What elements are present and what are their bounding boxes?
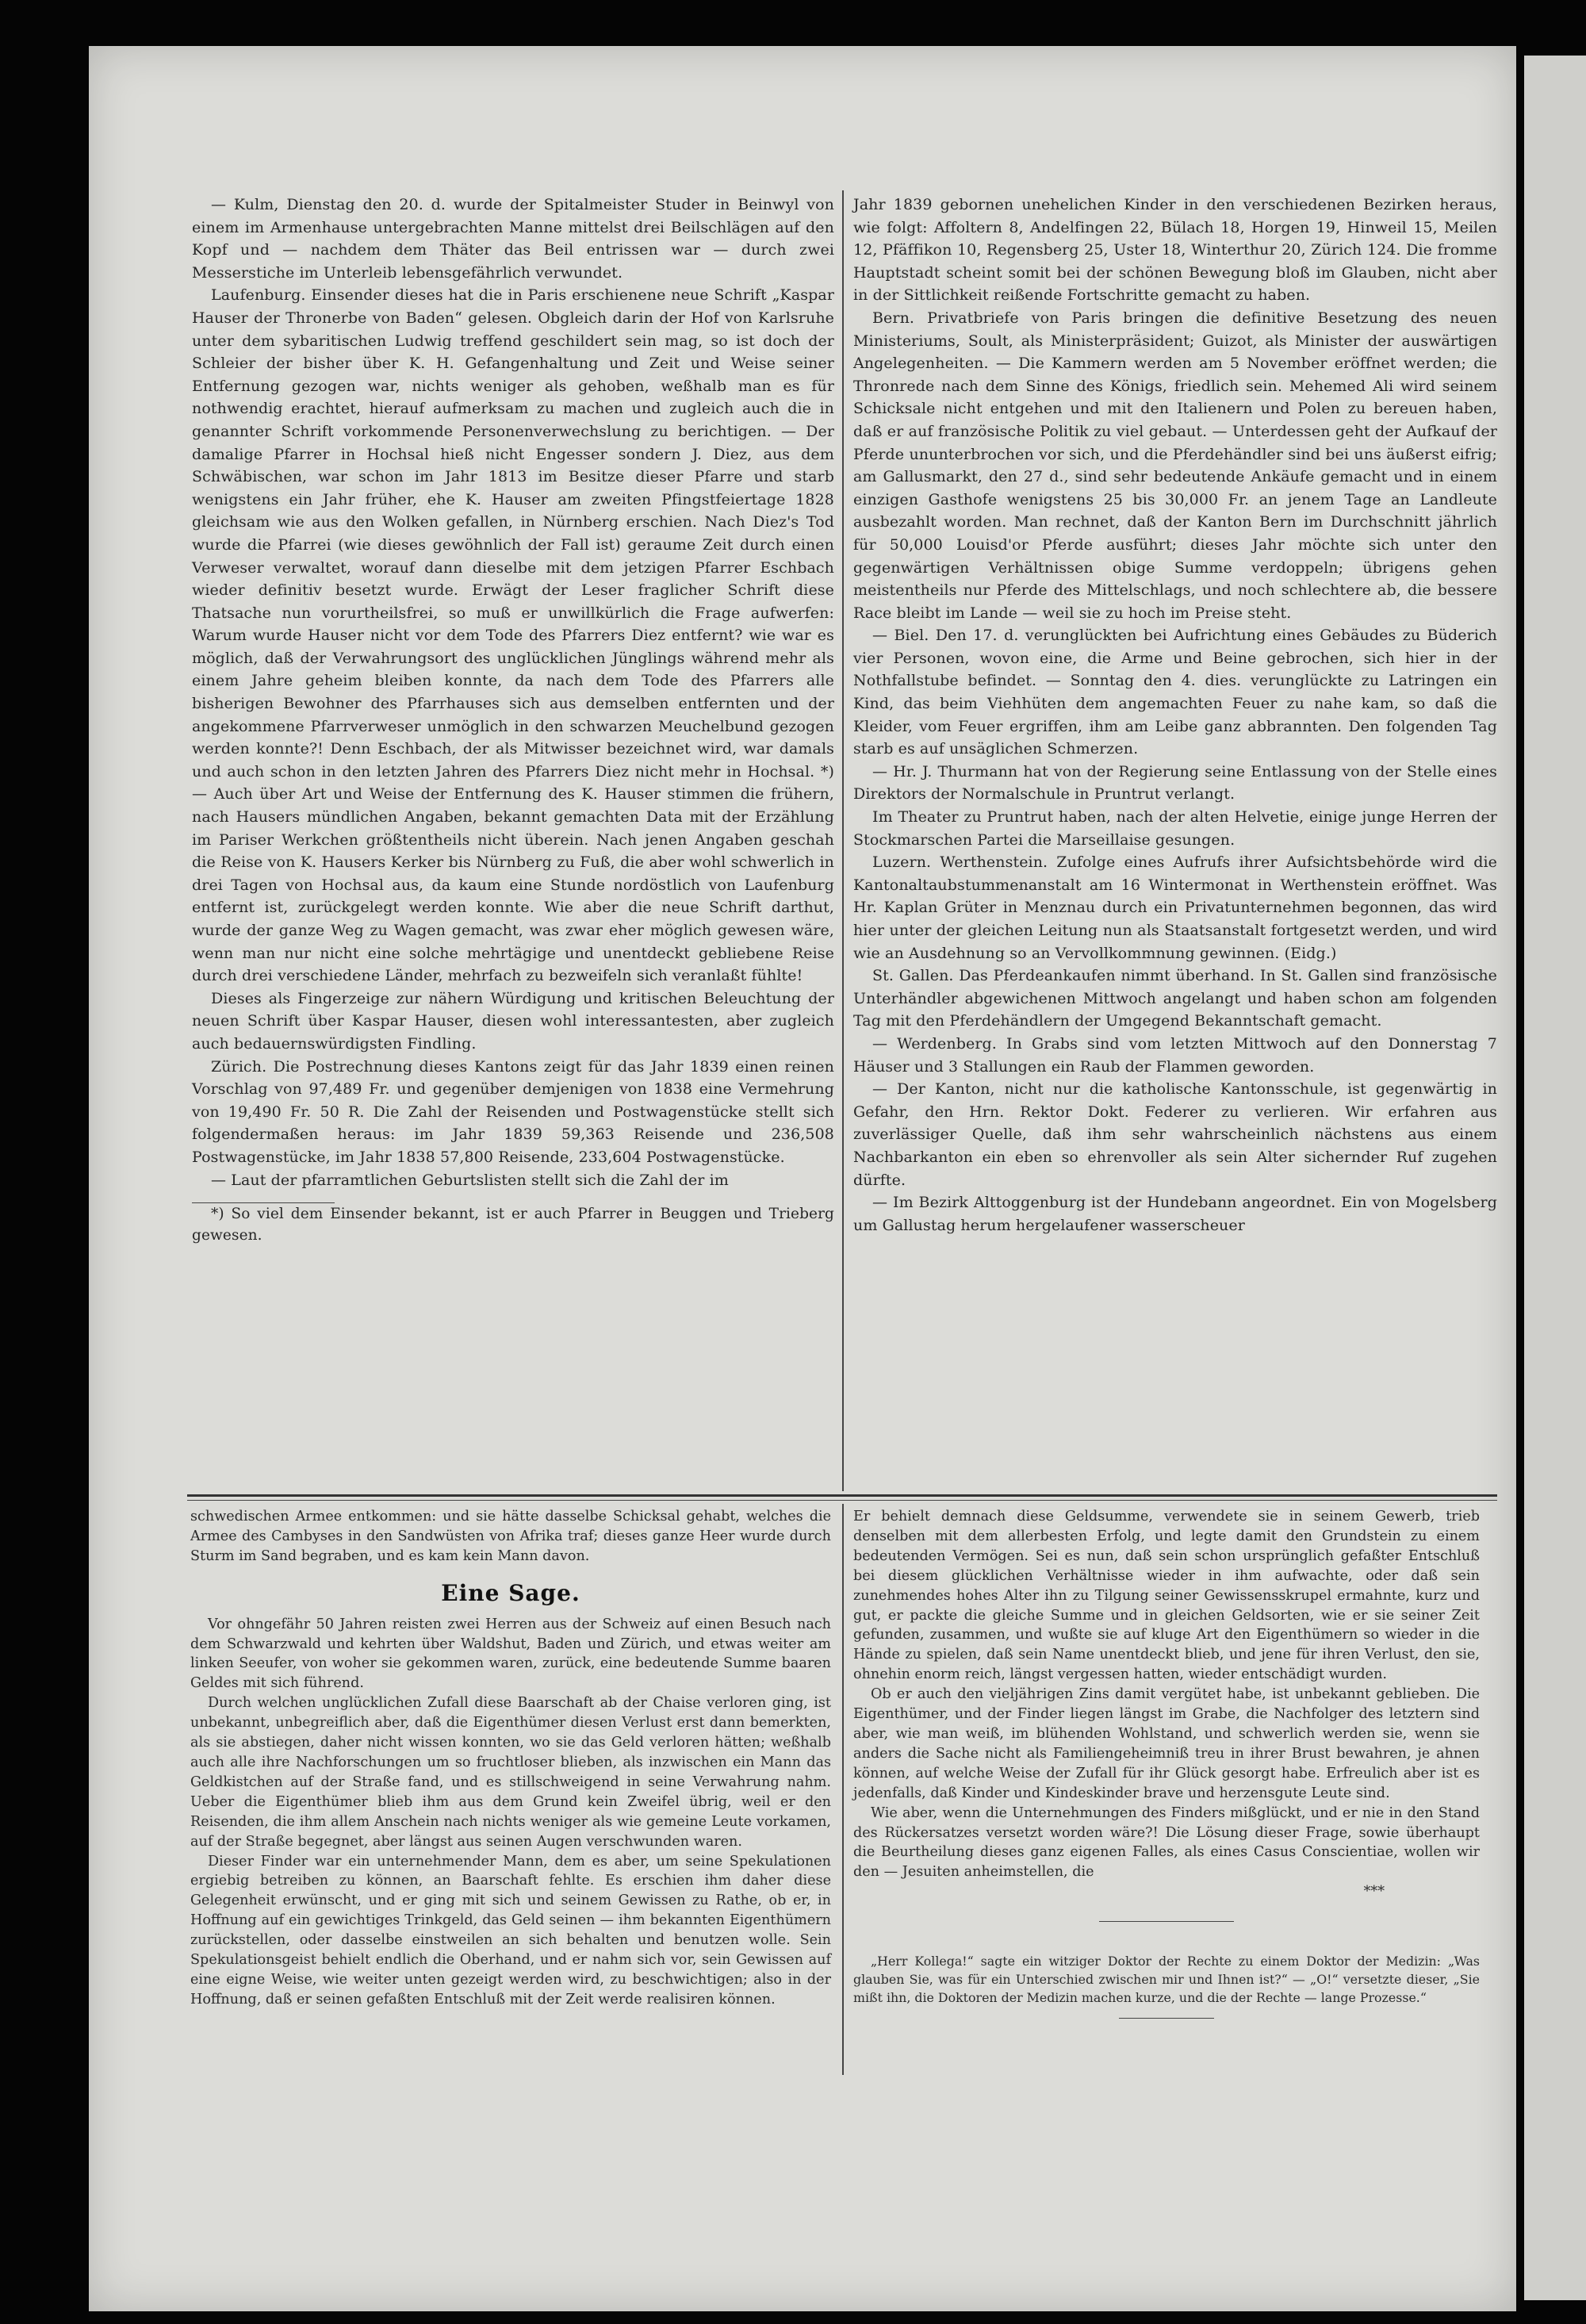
joke-text: „Herr Kollega!“ sagte ein witziger Doktor der Rechte zu einem Doktor der Medizin: „Was glauben Sie, was für ein Unterschied zwischen mir und Ihnen ist?“ — „O!“ versetzte dieser, „Sie mißt ihn, die Doktoren der Medizin machen kurze, und die der Rechte — lange Prozesse.“	[853, 1954, 1480, 2006]
article-st-gallen: St. Gallen. Das Pferdeankaufen nimmt überhand. In St. Gallen sind französische Unterhändler abgewichenen Mittwoch angelangt und haben schon am folgenden Tag mit den Pferdehändlern der Umgegend Bekanntschaft gemacht.	[853, 967, 1497, 1030]
story-paragraph-1: Vor ohngefähr 50 Jahren reisten zwei Herren aus der Schweiz auf einen Besuch nach dem Schwarzwald und kehrten über Waldshut, Baden und Zürich, und etwas weiter am linken Seeufer, von woher sie gekommen waren, zurück, eine bedeutende Summe baaren Geldes mit sich führend.	[190, 1616, 831, 1692]
article-kulm: — Kulm, Dienstag den 20. d. wurde der Spitalmeister Studer in Beinwyl von einem im Armenhause untergebrachten Manne mittelst drei Beilschlägen auf den Kopf und — nachdem dem Thäter das Beil entrissen war — durch zwei Messerstiche im Unterleib lebensgefährlich verwundet.	[192, 196, 834, 282]
feuilleton-intro: schwedischen Armee entkommen: und sie hätte dasselbe Schicksal gehabt, welches die Armee des Cambyses in den Sandwüsten von Afrika traf; dieses ganze Heer wurde durch Sturm im Sand begraben, und es kam kein Mann davon.	[190, 1509, 831, 1564]
feuilleton-rule-thin	[187, 1500, 1497, 1501]
article-pruntrut: Im Theater zu Pruntrut haben, nach der alten Helvetie, einige junge Herren der Stockmarschen Partei die Marseillaise gesungen.	[853, 808, 1497, 849]
article-werdenberg: — Werdenberg. In Grabs sind vom letzten Mittwoch auf den Donnerstag 7 Häuser und 3 Stallungen ein Raub der Flammen geworden.	[853, 1034, 1497, 1076]
feuilleton-rule	[187, 1494, 1497, 1497]
story-paragraph-3: Dieser Finder war ein unternehmender Mann, dem es aber, um seine Spekulationen ergiebig betreiben zu können, an Baarschaft fehlte. Es erschien ihm daher diese Gelegenheit erwünscht, und er ging mit sich und seinem Gewissen zu Rathe, ob er, in Hoffnung auf ein gewichtiges Trinkgeld, das Geld seinen — ihm bekannten Eigenthümern zurückstellen, oder dasselbe einstweilen an sich behalten und benutzen wolle. Sein Spekulationsgeist behielt endlich die Oberhand, und er nahm sich vor, sein Gewissen auf eine eigne Weise, wie weiter unten gezeigt werden wird, zu beschwichtigen; also in der Hoffnung, daß er seinen gefaßten Entschluß mit der Zeit werde realisiren können.	[190, 1853, 831, 2008]
footnote: *) So viel dem Einsender bekannt, ist er auch Pfarrer in Beuggen und Trieberg gewesen.	[192, 1206, 834, 1244]
column-left	[192, 194, 834, 1246]
joke-end-divider	[1119, 2018, 1214, 2019]
column-rule-top	[842, 190, 844, 1491]
story-paragraph-4: Er behielt demnach diese Geldsumme, verwendete sie in seinem Gewerb, trieb denselben mit dem allerbesten Erfolg, und legte damit den Grundstein zu einem bedeutenden Vermögen. Sei es nun, daß sein schon ursprünglich gefaßter Entschluß bei diesem glücklichen Verhältnisse wieder in ihm aufwachte, oder daß sein zunehmendes hohes Alter ihn zu Tilgung seiner Gewissensskrupel ermahnte, kurz und gut, er packte die gleiche Summe und in gleichen Geldsorten, wie er sie seiner Zeit gefunden, zusammen, und wußte sie auf kluge Art den Eigenthümern so wieder in die Hände zu spielen, daß sein Name unentdeckt blieb, und jene für ihren Verlust, den sie, ohnehin enorm reich, längst vergessen hatten, wieder entschädigt wurden.	[853, 1509, 1480, 1683]
feuilleton-left	[190, 1507, 831, 2010]
footnote-divider	[192, 1202, 335, 1203]
article-luzern: Luzern. Werthenstein. Zufolge eines Aufrufs ihrer Aufsichtsbehörde wird die Kantonaltaubstummenanstalt am 16 Wintermonat in Werthenstein eröffnet. Was Hr. Kaplan Grüter in Menznau durch ein Privatunternehmen begonnen, das wird hier unter der gleichen Leitung nun als Staatsanstalt fortgesetzt werden, und wird wie an Ausdehnung so an Vervollkommnung gewinnen. (Eidg.)	[853, 853, 1497, 962]
article-bern: Bern. Privatbriefe von Paris bringen die definitive Besetzung des neuen Ministeriums, Soult, als Ministerpräsident; Guizot, als Minister der auswärtigen Angelegenheiten. — Die Kammern werden am 5 November eröffnet werden; die Thronrede nach dem Sinne des Königs, friedlich sein. Mehemed Ali wird seinem Schicksale nicht entgehen und mit den Italienern und Polen zu bereuen haben, daß er auf französische Politik zu viel gebaut. — Unterdessen geht der Aufkauf der Pferde ununterbrochen vor sich, und die Pferdehändler sind bei uns äußerst eifrig; am Gallusmarkt, den 27 d., sind sehr bedeutende Ankäufe gemacht und in einem einzigen Gasthofe wenigstens 25 bis 30,000 Fr. an jenem Tage an Landleute ausbezahlt worden. Man rechnet, daß der Kanton Bern im Durchschnitt jährlich für 50,000 Louisd'or Pferde ausführt; dieses Jahr möchte sich unter den gegenwärtigen Verhältnissen obige Summe verdoppeln; übrigens gehen meistentheils nur Pferde des Mittelschlags, und noch schlechtere ab, die bessere Race bleibt im Lande — weil sie zu hoch im Preise steht.	[853, 309, 1497, 622]
story-paragraph-5: Ob er auch den vieljährigen Zins damit vergütet habe, ist unbekannt geblieben. Die Eigenthümer, und der Finder liegen längst im Grabe, die Nachfolger des letztern sind aber, wie man weiß, im blühenden Wohlstand, und schwerlich werden sie, wenn sie anders die Sache nicht als Familiengeheimniß treu in ihrer Brust bewahren, je ahnen können, auf welche Weise der Zufall für ihr Glück gesorgt habe. Erfreulich aber ist es jedenfalls, daß Kinder und Kindeskinder brave und herzensgute Leute sind.	[853, 1686, 1480, 1801]
joke	[853, 1952, 1480, 2007]
article-thurmann: — Hr. J. Thurmann hat von der Regierung seine Entlassung von der Stelle eines Direktors der Normalschule in Pruntrut verlangt.	[853, 762, 1497, 803]
article-laufenburg: Laufenburg. Einsender dieses hat die in Paris erschienene neue Schrift „Kaspar Hauser der Thronerbe von Baden“ gelesen. Obgleich darin der Hof von Karlsruhe unter dem sybaritischen Ludwig treffend geschildert sein mag, so ist doch der Schleier der bisher über K. H. Gefangenhaltung und Zeit und Weise seiner Entfernung gezogen war, nichts weniger als gehoben, weßhalb man es für nothwendig erachtet, hierauf aufmerksam zu machen und zugleich auch die in genannter Schrift vorkommende Personenverwechslung zu berichtigen. — Der damalige Pfarrer in Hochsal hieß nicht Engesser sondern J. Diez, aus dem Schwäbischen, war schon im Jahr 1813 im Besitze dieser Pfarre und starb wenigstens ein Jahr früher, ehe K. Hauser am zweiten Pfingstfeiertage 1828 gleichsam wie aus den Wolken gefallen, in Nürnberg erschien. Nach Diez's Tod wurde die Pfarrei (wie dieses gewöhnlich der Fall ist) geraume Zeit durch einen Verweser verwaltet, worauf dann dieselbe mit dem jetzigen Pfarrer Eschbach wieder definitiv besetzt wurde. Erwägt der Leser fraglicher Schrift diese Thatsache nun vorurtheilsfrei, so muß er unwillkürlich die Frage aufwerfen: Warum wurde Hauser nicht vor dem Tode des Pfarrers Diez entfernt? wie war es möglich, daß der Verwahrungsort des unglücklichen Jünglings während mehr als einem Jahre geheim bleiben konnte, da nach dem Tode des Pfarrers alle bisherigen Bewohner des Pfarrhauses sich aus demselben entfernten und der angekommene Pfarrverweser unmöglich in den schwarzen Meuchelbund gezogen werden konnte?! Denn Eschbach, der als Mitwisser bezeichnet wird, war damals und auch schon in den letzten Jahren des Pfarrers Diez nicht mehr in Hochsal. *) — Auch über Art und Weise der Entfernung des K. Hauser stimmen die frühern, nach Hausers mündlichen Angaben, bekannt gemachten Data mit der Erzählung im Pariser Werkchen größtentheils nicht überein. Nach jenen Angaben geschah die Reise von K. Hausers Kerker bis Nürnberg zu Fuß, die aber wohl schwerlich in drei Tagen von Hochsal aus, da kaum eine Stunde nordöstlich von Laufenburg entfernt ist, zurückgelegt werden konnte. Wie aber die neue Schrift darthut, wurde der ganze Weg zu Wagen gemacht, was zwar eher möglich gewesen wäre, wenn man nur nicht eine solche mehrtägige und unentdeckt gebliebene Reise durch drei verschiedene Länder, mehrfach zu bezweifeln sich veranlaßt fühlte!	[192, 286, 834, 985]
article-zurich-births: — Laut der pfarramtlichen Geburtslisten stellt sich die Zahl der im	[211, 1171, 729, 1189]
article-zurich: Zürich. Die Postrechnung dieses Kantons zeigt für das Jahr 1839 einen reinen Vorschlag von 97,489 Fr. und gegenüber demjenigen von 1838 eine Vermehrung von 19,490 Fr. 50 R. Die Zahl der Reisenden und Postwagenstücke stellt sich folgendermaßen heraus: im Jahr 1839 59,363 Reisende und 236,508 Postwagenstücke, im Jahr 1838 57,800 Reisende, 233,604 Postwagenstücke.	[192, 1057, 834, 1166]
joke-divider	[1099, 1921, 1234, 1922]
article-alttoggenburg: — Im Bezirk Alttoggenburg ist der Hundebann angeordnet. Ein von Mogelsberg um Gallustag herum hergelaufener wasserscheuer	[853, 1194, 1497, 1234]
column-right	[853, 194, 1497, 1237]
article-zurich-continued: Jahr 1839 gebornen unehelichen Kinder in den verschiedenen Bezirken heraus, wie folgt: Affoltern 8, Andelfingen 22, Bülach 18, Horgen 19, Hinweil 15, Meilen 12, Pfäffikon 10, Regensberg 25, Uster 18, Winterthur 20, Zürich 124. Die fromme Hauptstadt scheint somit bei der schönen Bewegung bloß im Glauben, nicht aber in der Sittlichkeit reißende Fortschritte gemacht zu haben.	[853, 196, 1497, 305]
column-rule-bottom	[842, 1504, 844, 2075]
story-paragraph-2: Durch welchen unglücklichen Zufall diese Baarschaft ab der Chaise verloren ging, ist unbekannt, unbegreiflich aber, daß die Eigenthümer diesen Verlust erst dann bemerkten, als sie abstiegen, daher nicht wissen konnten, wo sie das Geld verloren hätten; weßhalb auch alle ihre Nachforschungen um so fruchtloser blieben, als inzwischen ein Mann das Geldkistchen auf der Straße fand, und es stillschweigend in seine Verwahrung nahm. Ueber die Eigenthümer blieb ihm aus dem Grund kein Zweifel übrig, weil er den Reisenden, die ihm allem Anschein nach nichts weniger als wie gemeine Leute vorkamen, auf der Straße begegnet, aber längst aus seinen Augen verschwunden waren.	[190, 1695, 831, 1850]
section-stars: ***	[1363, 1884, 1385, 1900]
feuilleton-right	[853, 1507, 1480, 2019]
article-laufenburg-closing: Dieses als Fingerzeige zur nähern Würdigung und kritischen Beleuchtung der neuen Schrift über Kaspar Hauser, diesen wohl interessantesten, aber zugleich auch bedauernswürdigsten Findling.	[192, 989, 834, 1053]
story-title: Eine Sage.	[441, 1579, 580, 1606]
story-paragraph-6: Wie aber, wenn die Unternehmungen des Finders mißglückt, und er nie in den Stand des Rückersatzes versetzt worden wäre?! Die Lösung dieser Frage, sowie überhaupt die Beurtheilung dieses ganz eigenen Falles, als eines Casus Conscientiae, wollen wir den — Jesuiten anheimstellen, die	[853, 1804, 1480, 1881]
article-biel: — Biel. Den 17. d. verunglückten bei Aufrichtung eines Gebäudes zu Büderich vier Personen, wovon eine, die Arme und Beine gebrochen, sich hier in der Nothfallstube befindet. — Sonntag den 4. dies. verunglückte zu Latringen ein Kind, das beim Viehhüten dem angemachten Feuer zu nahe kam, so daß die Kleider, vom Feuer ergriffen, ihm am Leibe ganz abbrannten. Den folgenden Tag starb es auf unsäglichen Schmerzen.	[853, 627, 1497, 758]
article-federer: — Der Kanton, nicht nur die katholische Kantonsschule, ist gegenwärtig in Gefahr, den Hrn. Rektor Dokt. Federer zu verlieren. Wir erfahren aus zuverlässiger Quelle, daß ihm sehr wahrscheinlich nächstens aus einem Nachbarkanton ein eben so ehrenvoller als sein Alter sichernder Ruf zugehen dürfte.	[853, 1080, 1497, 1189]
adjacent-page-edge	[1524, 56, 1586, 2300]
